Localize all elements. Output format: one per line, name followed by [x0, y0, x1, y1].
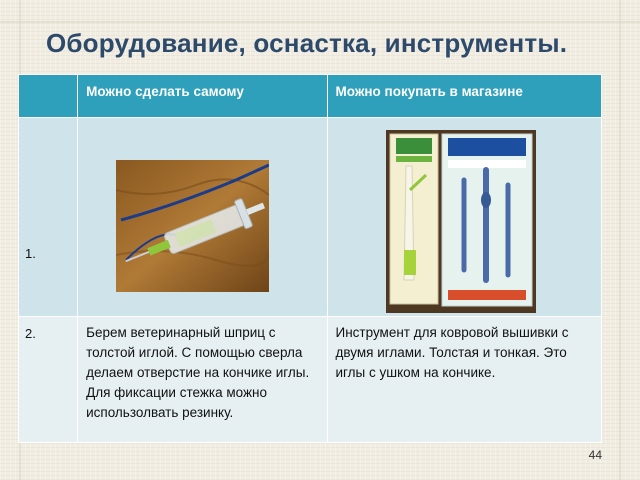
table-row — [19, 317, 602, 443]
store-image-cell — [327, 118, 601, 317]
slide-title: Оборудование, оснастка, инструменты. — [46, 28, 568, 58]
equipment-table — [18, 74, 602, 443]
table-header-row — [19, 75, 602, 118]
table-row — [19, 118, 602, 317]
page-number: 44 — [588, 448, 602, 462]
header-cell-diy: Можно сделать самому — [78, 75, 327, 118]
header-cell-store: Можно покупать в магазине — [327, 75, 601, 118]
diy-description-text: Берем ветеринарный шприц с толстой иглой. С помощью сверла делаем отверстие на кончике иглы. Для фиксации стежка можно использолвать резинку. — [86, 325, 310, 420]
syringe-photo — [116, 160, 269, 292]
diy-image-cell — [78, 118, 327, 317]
punch-needle-package-photo — [386, 130, 536, 313]
header-cell-number — [19, 75, 78, 118]
row-number-cell — [19, 118, 78, 317]
store-description-text: Инструмент для ковровой вышивки с двумя иглами. Толстая и тонкая. Это иглы с ушком на кончике. — [335, 325, 569, 380]
row-number: 2. — [25, 326, 36, 341]
store-description-cell — [327, 317, 601, 443]
diy-description-cell — [78, 317, 327, 443]
row-number: 1. — [25, 246, 36, 261]
row-number-cell — [19, 317, 78, 443]
